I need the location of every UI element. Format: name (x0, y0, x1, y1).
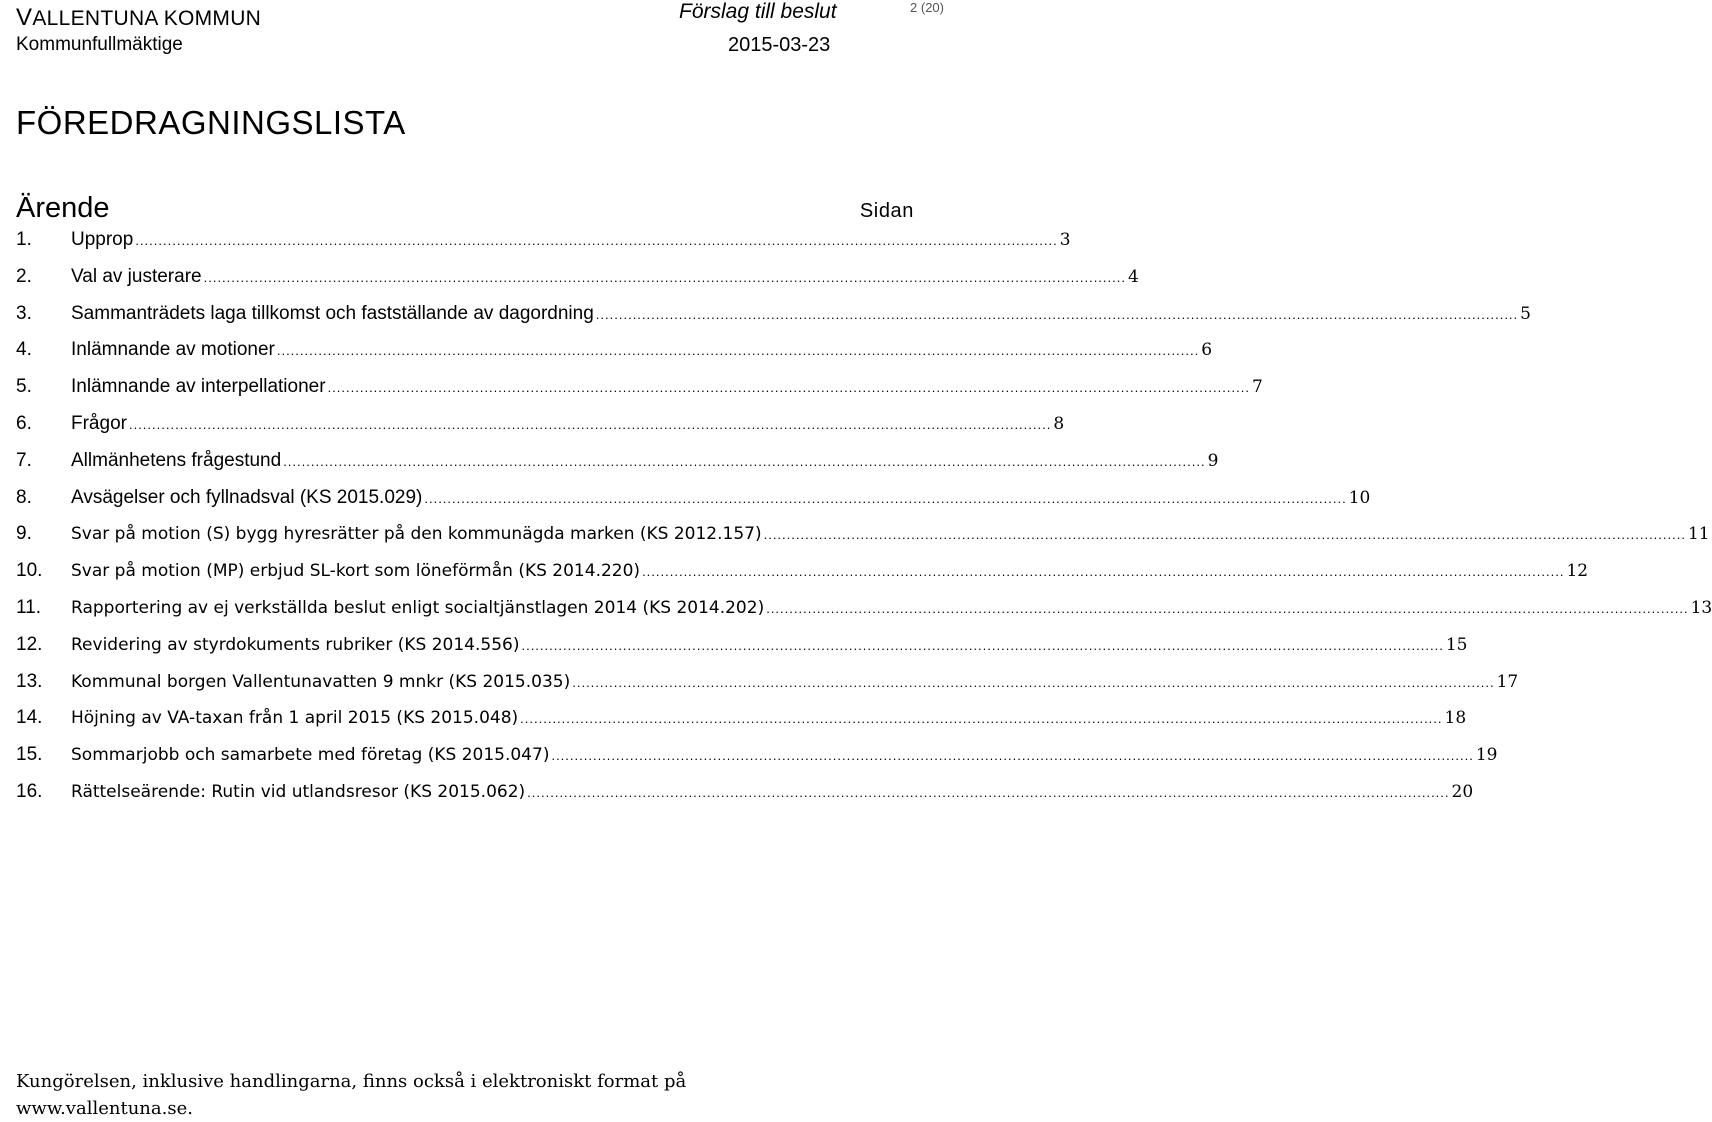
toc-dot-leader: ........................................................................................................................................................................................................ (128, 417, 1052, 432)
toc-dot-leader: ........................................................................................................................................................................................................ (135, 233, 1058, 248)
toc-entry-page: 15 (1445, 634, 1468, 655)
page-indicator: 2 (20) (910, 0, 944, 15)
committee-name: Kommunfullmäktige (16, 34, 183, 55)
toc-entry-title: Allmänhetens frågestund (71, 449, 282, 471)
toc-entry-page: 7 (1251, 377, 1263, 398)
toc-entry-title: Frågor (71, 413, 127, 434)
toc-entry-number: 13. (16, 670, 43, 692)
toc-entry-title: Upprop (71, 229, 134, 250)
toc-entry-number: 5. (16, 376, 32, 398)
toc-entry-page: 11 (1687, 524, 1710, 545)
toc-dot-leader: ........................................................................................................................................................................................................ (527, 785, 1450, 800)
toc-dot-leader: ........................................................................................................................................................................................................ (203, 269, 1126, 285)
organization-name-rest: ALLENTUNA KOMMUN (32, 7, 262, 30)
toc-entry-title: Avsägelser och fyllnadsval (KS 2015.029) (71, 486, 423, 508)
toc-dot-leader: ........................................................................................................................................................................................................ (766, 601, 1689, 616)
toc-dot-leader: ........................................................................................................................................................................................................ (276, 343, 1200, 359)
toc-entry-page: 9 (1207, 450, 1219, 471)
footer-line-2: www.vallentuna.se. (16, 1098, 193, 1119)
toc-entry-title: Val av justerare (71, 265, 202, 287)
toc-dot-leader: ........................................................................................................................................................................................................ (424, 490, 1347, 506)
toc-entry-page: 3 (1059, 230, 1071, 250)
toc-entry-title: Rapportering av ej verkställda beslut enligt socialtjänstlagen 2014 (KS 2014.202) (71, 598, 765, 618)
toc-entry-title: Höjning av VA-taxan från 1 april 2015 (KS 2015.048) (71, 708, 519, 729)
toc-entry-number: 15. (16, 744, 43, 766)
toc-entry-number: 11. (16, 597, 42, 618)
toc-entry-number: 3. (16, 302, 32, 324)
toc-entry-page: 10 (1348, 487, 1371, 508)
toc-entry-number: 10. (16, 560, 43, 582)
toc-entry-page: 8 (1053, 414, 1065, 434)
toc-entry[interactable] (16, 486, 1371, 521)
toc-dot-leader: ........................................................................................................................................................................................................ (595, 306, 1519, 322)
toc-entry[interactable] (16, 781, 1474, 815)
toc-entry[interactable] (16, 302, 1531, 337)
toc-dot-leader: ........................................................................................................................................................................................................ (642, 564, 1565, 580)
toc-entry-page: 17 (1496, 671, 1519, 692)
toc-entry-number: 1. (16, 229, 32, 250)
toc-dot-leader: ........................................................................................................................................................................................................ (327, 380, 1250, 396)
toc-entry-number: 7. (16, 449, 32, 471)
column-header-item: Ärende (16, 192, 110, 224)
toc-entry-title: Inlämnande av interpellationer (71, 376, 326, 398)
toc-entry-title: Kommunal borgen Vallentunavatten 9 mnkr (KS 2015.035) (71, 671, 571, 692)
toc-entry-page: 5 (1520, 303, 1531, 324)
toc-entry-title: Svar på motion (S) bygg hyresrätter på den kommunägda marken (KS 2012.157) (71, 524, 762, 545)
toc-entry-number: 14. (16, 707, 43, 729)
footer-line-1: Kungörelsen, inklusive handlingarna, finns också i elektroniskt format på (16, 1071, 687, 1092)
toc-entry[interactable] (16, 597, 1712, 631)
toc-entry[interactable] (16, 744, 1498, 778)
toc-dot-leader: ........................................................................................................................................................................................................ (283, 453, 1206, 469)
document-title: FÖREDRAGNINGSLISTA (16, 104, 406, 141)
toc-entry[interactable] (16, 707, 1467, 741)
toc-entry-title: Svar på motion (MP) erbjud SL-kort som löneförmån (KS 2014.220) (71, 561, 641, 582)
toc-entry-page: 12 (1566, 561, 1589, 582)
footer-note (16, 1068, 916, 1122)
toc-entry[interactable] (16, 670, 1519, 705)
toc-dot-leader: ........................................................................................................................................................................................................ (520, 711, 1443, 727)
toc-column-headers (16, 192, 914, 232)
toc-entry-page: 20 (1451, 782, 1474, 802)
toc-entry-title: Rättelseärende: Rutin vid utlandsresor (KS 2015.062) (71, 782, 526, 802)
toc-entry-number: 8. (16, 486, 32, 508)
toc-dot-leader: ........................................................................................................................................................................................................ (551, 748, 1474, 764)
organization-name (16, 4, 261, 32)
column-header-page: Sidan (859, 200, 914, 222)
toc-entry-page: 18 (1444, 708, 1467, 729)
toc-entry-title: Revidering av styrdokuments rubriker (KS 2014.556) (71, 634, 520, 655)
toc-entry-title: Sommarjobb och samarbete med företag (KS 2015.047) (71, 745, 550, 766)
toc-entry-page: 4 (1127, 266, 1139, 287)
toc-entry-number: 6. (16, 413, 32, 434)
toc-entry-number: 2. (16, 265, 32, 287)
toc-entry[interactable] (16, 413, 1065, 447)
toc-entry-number: 9. (16, 523, 32, 545)
toc-entry-number: 16. (16, 781, 43, 802)
toc-entry[interactable] (16, 560, 1589, 594)
organization-initial: V (16, 4, 33, 31)
document-status: Förslag till beslut (679, 0, 837, 23)
toc-entry[interactable] (16, 523, 1710, 557)
toc-entry-title: Sammanträdets laga tillkomst och fastställande av dagordning (71, 302, 594, 324)
toc-dot-leader: ........................................................................................................................................................................................................ (572, 674, 1495, 690)
toc-entry[interactable] (16, 449, 1219, 484)
toc-entry-number: 12. (16, 633, 43, 655)
toc-dot-leader: ........................................................................................................................................................................................................ (763, 527, 1686, 543)
toc-entry[interactable] (16, 633, 1468, 668)
toc-entry[interactable] (16, 265, 1139, 300)
page-header (16, 0, 944, 62)
toc-entry[interactable] (16, 376, 1263, 410)
document-date: 2015-03-23 (728, 34, 831, 56)
toc-entry[interactable] (16, 339, 1213, 373)
toc-entry-page: 13 (1690, 598, 1712, 618)
toc-entry-page: 6 (1201, 340, 1213, 361)
toc-entry-number: 4. (16, 339, 32, 361)
toc-entry-page: 19 (1475, 745, 1498, 766)
toc-entry-title: Inlämnande av motioner (71, 339, 275, 361)
toc-dot-leader: ........................................................................................................................................................................................................ (521, 637, 1444, 653)
toc-entry[interactable] (16, 229, 1071, 263)
